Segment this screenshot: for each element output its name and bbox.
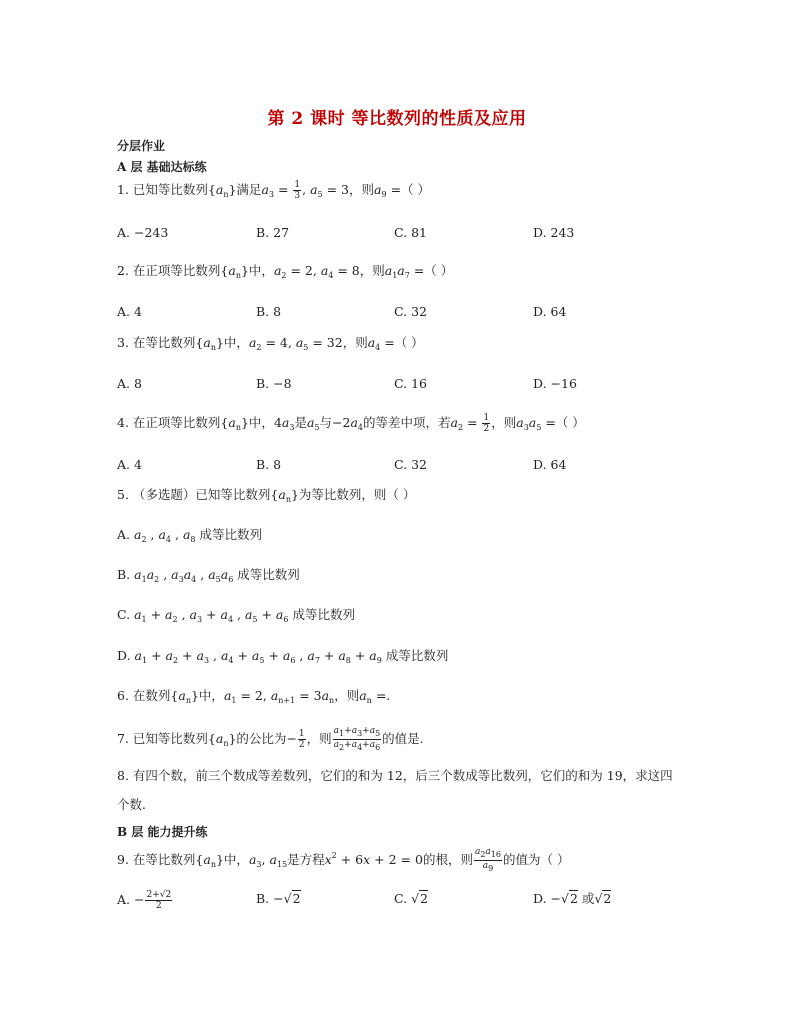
question-5: 5. （多选题）已知等比数列$\{a_n\}$为等比数列，则（ ） bbox=[117, 487, 416, 504]
q9-option-b: B. −√2 bbox=[256, 891, 301, 906]
q4-option-d: D. 64 bbox=[533, 457, 567, 472]
q1-option-b: B. 27 bbox=[256, 225, 290, 240]
q3-option-d: D. −16 bbox=[533, 376, 577, 391]
q4-option-c: C. 32 bbox=[394, 457, 427, 472]
q9-option-c: C. √2 bbox=[394, 891, 428, 906]
question-7: 7. 已知等比数列$\{a_n\}$的公比为− $\frac{1}{2}$ ，则 $\frac{a_1+a_3+a_5}{a_2+a_4+a_6}$ 的值是. bbox=[117, 726, 424, 752]
question-8-line-2: 个数. bbox=[117, 797, 146, 812]
q5-option-a: A. $a_2$ , $a_4$ , $a_8$ 成等比数列 bbox=[117, 527, 262, 544]
q5-option-c: C. $a_1 + a_2$ , $a_3 + a_4$ , $a_5 + a_6$ 成等比数列 bbox=[117, 607, 355, 624]
q1-option-d: D. 243 bbox=[533, 225, 575, 240]
question-9: 9. 在等比数列$\{a_n\}$中，$a_3$, $a_{15}$是方程$x^2 + 6x + 2 = 0$的根，则 $\frac{a_2a_{16}}{a_9}$ 的值为（ ） bbox=[117, 847, 570, 873]
question-1: 1. 已知等比数列$\{a_n\}$满足$a_3$ = $\frac{1}{3}$ , $a_5 = 3$，则$a_9$ =（ ） bbox=[117, 180, 431, 201]
q4-option-a: A. 4 bbox=[117, 457, 142, 472]
q9-option-d: D. −√2 或√2 bbox=[533, 891, 612, 906]
question-8-line-1: 8. 有四个数，前三个数成等差数列，它们的和为 12，后三个数成等比数列，它们的和为 19，求这四 bbox=[117, 768, 673, 783]
question-3: 3. 在等比数列$\{a_n\}$中，$a_2 = 4$, $a_5 = 32$，则$a_4$ =（ ） bbox=[117, 335, 424, 352]
level-b-heading: B 层 能力提升练 bbox=[117, 825, 208, 839]
level-a-heading: A 层 基础达标练 bbox=[117, 160, 207, 174]
q4-option-b: B. 8 bbox=[256, 457, 282, 472]
question-6: 6. 在数列$\{a_n\}$中，$a_1 = 2$, $a_{n+1} = 3a_n$，则$a_n$ =. bbox=[117, 688, 391, 705]
q2-option-b: B. 8 bbox=[256, 304, 282, 319]
q2-option-c: C. 32 bbox=[394, 304, 427, 319]
section-heading: 分层作业 bbox=[117, 139, 166, 153]
page-title: 第 2 课时 等比数列的性质及应用 bbox=[267, 109, 527, 129]
q5-option-b: B. $a_1a_2$ , $a_3a_4$ , $a_5a_6$ 成等比数列 bbox=[117, 567, 300, 584]
q1-option-c: C. 81 bbox=[394, 225, 427, 240]
q1-option-a: A. −243 bbox=[117, 225, 169, 240]
q9-option-a: A. − $\frac{2+√2}{2}$ bbox=[117, 890, 172, 911]
q2-option-d: D. 64 bbox=[533, 304, 567, 319]
question-4: 4. 在正项等比数列$\{a_n\}$中，$4a_3$是$a_5$与$-2a_4$的等差中项，若$a_2$ = $\frac{1}{2}$ ，则$a_3a_5$ =（ ） bbox=[117, 413, 585, 434]
question-2: 2. 在正项等比数列$\{a_n\}$中，$a_2 = 2$, $a_4 = 8$，则$a_1a_7$ =（ ） bbox=[117, 263, 454, 280]
q5-option-d: D. $a_1 + a_2 + a_3$ , $a_4 + a_5 + a_6$ , $a_7 + a_8 + a_9$ 成等比数列 bbox=[117, 648, 449, 665]
q3-option-b: B. −8 bbox=[256, 376, 292, 391]
q3-option-a: A. 8 bbox=[117, 376, 142, 391]
q2-option-a: A. 4 bbox=[117, 304, 142, 319]
q3-option-c: C. 16 bbox=[394, 376, 427, 391]
